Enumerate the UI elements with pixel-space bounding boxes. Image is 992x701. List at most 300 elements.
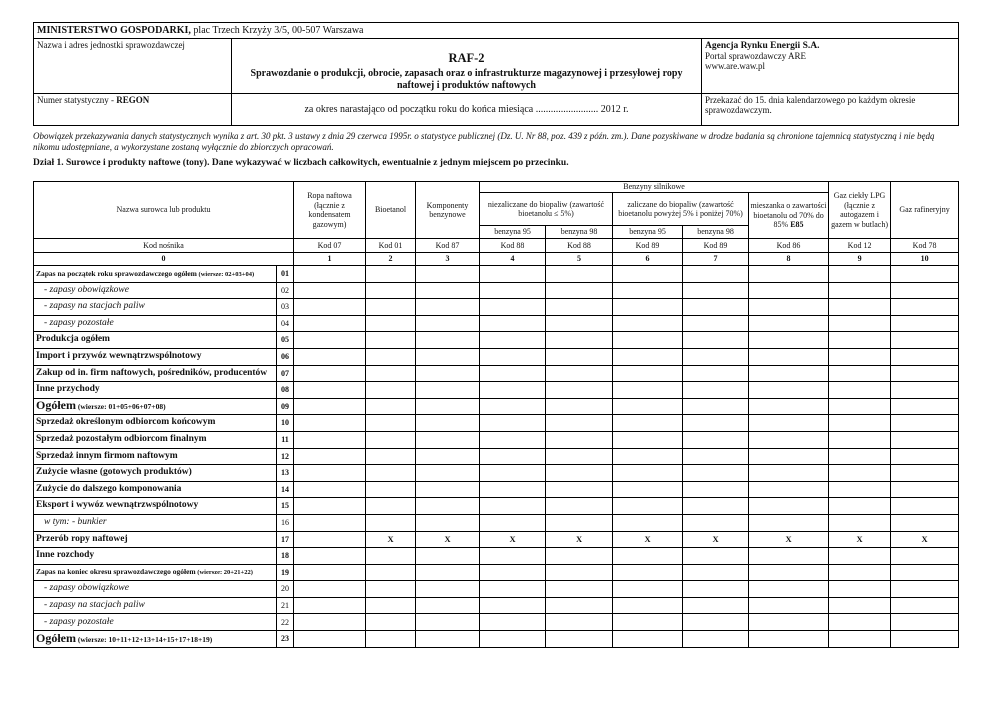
row-label-text: - zapasy na stacjach paliw bbox=[44, 599, 145, 610]
regon-cell[interactable] bbox=[34, 94, 232, 126]
data-input-cell[interactable] bbox=[366, 315, 416, 332]
data-input-cell[interactable] bbox=[294, 514, 366, 531]
data-input-cell[interactable] bbox=[829, 514, 891, 531]
data-input-cell[interactable] bbox=[416, 348, 480, 365]
data-input-cell[interactable] bbox=[546, 332, 613, 349]
data-input-cell[interactable] bbox=[416, 514, 480, 531]
data-input-cell[interactable] bbox=[829, 465, 891, 482]
data-input-cell[interactable] bbox=[480, 415, 546, 432]
row-label-text: Zapas na koniec okresu sprawozdawczego ogółem bbox=[36, 567, 196, 577]
data-input-cell[interactable] bbox=[891, 315, 959, 332]
data-input-cell[interactable] bbox=[546, 382, 613, 399]
header-benzyny: Benzyny silnikowe bbox=[480, 182, 829, 193]
data-input-cell[interactable] bbox=[480, 448, 546, 465]
row-label-text: Inne rozchody bbox=[36, 550, 95, 561]
data-input-cell[interactable] bbox=[546, 315, 613, 332]
data-input-cell[interactable] bbox=[891, 481, 959, 498]
data-input-cell[interactable] bbox=[480, 431, 546, 448]
row-label-text: Zakup od in. firm naftowych, pośredników, producentów bbox=[36, 367, 268, 378]
data-input-cell[interactable] bbox=[546, 498, 613, 515]
row-label-note: (wiersze: 20+21+22) bbox=[195, 569, 253, 577]
data-input-cell[interactable] bbox=[829, 548, 891, 565]
data-input-cell[interactable] bbox=[416, 448, 480, 465]
data-input-cell[interactable] bbox=[546, 266, 613, 283]
data-input-cell[interactable] bbox=[749, 415, 829, 432]
data-input-cell[interactable] bbox=[366, 465, 416, 482]
data-input-cell[interactable] bbox=[829, 415, 891, 432]
regon-bold: REGON bbox=[116, 95, 150, 105]
data-input-cell[interactable] bbox=[366, 398, 416, 415]
data-input-cell[interactable] bbox=[749, 282, 829, 299]
data-input-cell[interactable] bbox=[546, 581, 613, 598]
data-input-cell[interactable] bbox=[683, 415, 749, 432]
row-number: 04 bbox=[277, 315, 294, 332]
table-row bbox=[34, 465, 959, 482]
data-input-cell[interactable] bbox=[749, 348, 829, 365]
row-label-text: - zapasy pozostałe bbox=[44, 317, 114, 328]
column-number: 1 bbox=[294, 253, 366, 266]
data-input-cell[interactable] bbox=[416, 597, 480, 614]
data-input-cell[interactable] bbox=[480, 266, 546, 283]
data-input-cell[interactable] bbox=[416, 548, 480, 565]
data-input-cell[interactable] bbox=[366, 498, 416, 515]
data-input-cell[interactable] bbox=[749, 465, 829, 482]
data-input-cell[interactable] bbox=[829, 299, 891, 316]
not-applicable-mark: X bbox=[683, 531, 749, 548]
data-input-cell[interactable] bbox=[829, 481, 891, 498]
table-row bbox=[34, 481, 959, 498]
row-label bbox=[34, 415, 277, 432]
data-input-cell[interactable] bbox=[829, 564, 891, 581]
data-input-cell[interactable] bbox=[294, 415, 366, 432]
data-input-cell[interactable] bbox=[683, 564, 749, 581]
data-input-cell[interactable] bbox=[749, 266, 829, 283]
data-input-cell[interactable] bbox=[294, 498, 366, 515]
row-number: 12 bbox=[277, 448, 294, 465]
data-input-cell[interactable] bbox=[480, 564, 546, 581]
not-applicable-mark: X bbox=[613, 531, 683, 548]
data-input-cell[interactable] bbox=[366, 431, 416, 448]
data-input-cell[interactable] bbox=[546, 548, 613, 565]
data-input-cell[interactable] bbox=[416, 365, 480, 382]
data-input-cell[interactable] bbox=[891, 299, 959, 316]
data-input-cell[interactable] bbox=[613, 597, 683, 614]
data-input-cell[interactable] bbox=[416, 332, 480, 349]
data-input-cell[interactable] bbox=[294, 382, 366, 399]
data-input-cell[interactable] bbox=[891, 398, 959, 415]
kod: Kod 01 bbox=[366, 239, 416, 253]
table-row bbox=[34, 548, 959, 565]
data-input-cell[interactable] bbox=[480, 282, 546, 299]
data-input-cell[interactable] bbox=[366, 581, 416, 598]
row-label bbox=[34, 448, 277, 465]
data-input-cell[interactable] bbox=[480, 398, 546, 415]
data-input-cell[interactable] bbox=[294, 365, 366, 382]
column-number: 9 bbox=[829, 253, 891, 266]
data-input-cell[interactable] bbox=[480, 597, 546, 614]
row-number: 11 bbox=[277, 431, 294, 448]
column-number: 7 bbox=[683, 253, 749, 266]
data-input-cell[interactable] bbox=[749, 299, 829, 316]
data-input-cell[interactable] bbox=[613, 465, 683, 482]
table-row bbox=[34, 348, 959, 365]
data-input-cell[interactable] bbox=[480, 514, 546, 531]
data-input-cell[interactable] bbox=[683, 332, 749, 349]
data-input-cell[interactable] bbox=[891, 498, 959, 515]
data-input-cell[interactable] bbox=[546, 514, 613, 531]
data-input-cell[interactable] bbox=[416, 415, 480, 432]
data-input-cell[interactable] bbox=[416, 315, 480, 332]
data-input-cell[interactable] bbox=[416, 564, 480, 581]
data-input-cell[interactable] bbox=[749, 365, 829, 382]
data-input-cell[interactable] bbox=[683, 597, 749, 614]
column-number: 2 bbox=[366, 253, 416, 266]
data-input-cell[interactable] bbox=[366, 266, 416, 283]
data-input-cell[interactable] bbox=[294, 431, 366, 448]
row-number: 08 bbox=[277, 382, 294, 399]
data-input-cell[interactable] bbox=[891, 332, 959, 349]
data-input-cell[interactable] bbox=[480, 332, 546, 349]
data-input-cell[interactable] bbox=[294, 548, 366, 565]
data-input-cell[interactable] bbox=[683, 631, 749, 648]
agency-cell bbox=[702, 39, 959, 94]
data-input-cell[interactable] bbox=[366, 564, 416, 581]
row-label bbox=[34, 514, 277, 531]
data-input-cell[interactable] bbox=[416, 282, 480, 299]
data-input-cell[interactable] bbox=[749, 597, 829, 614]
table-row bbox=[34, 398, 959, 415]
data-input-cell[interactable] bbox=[891, 382, 959, 399]
data-input-cell[interactable] bbox=[613, 431, 683, 448]
data-input-cell[interactable] bbox=[416, 398, 480, 415]
data-input-cell[interactable] bbox=[416, 266, 480, 283]
row-label bbox=[34, 614, 277, 631]
data-input-cell[interactable] bbox=[366, 415, 416, 432]
data-input-cell[interactable] bbox=[829, 382, 891, 399]
data-input-cell[interactable] bbox=[613, 514, 683, 531]
data-input-cell[interactable] bbox=[480, 348, 546, 365]
data-input-cell[interactable] bbox=[366, 299, 416, 316]
table-row bbox=[34, 597, 959, 614]
table-row bbox=[34, 564, 959, 581]
data-input-cell[interactable] bbox=[749, 398, 829, 415]
row-label-text: Przerób ropy naftowej bbox=[36, 533, 128, 544]
row-number: 20 bbox=[277, 581, 294, 598]
data-input-cell[interactable] bbox=[829, 282, 891, 299]
data-input-cell[interactable] bbox=[480, 299, 546, 316]
not-applicable-mark: X bbox=[480, 531, 546, 548]
data-input-cell[interactable] bbox=[683, 614, 749, 631]
data-input-cell[interactable] bbox=[829, 315, 891, 332]
reporting-period: za okres narastająco od początku roku do końca miesiąca ......................... 2012 r. bbox=[232, 94, 702, 126]
not-applicable-mark: X bbox=[829, 531, 891, 548]
data-input-cell[interactable] bbox=[546, 631, 613, 648]
data-input-cell[interactable] bbox=[294, 531, 366, 548]
data-input-cell[interactable] bbox=[613, 266, 683, 283]
data-input-cell[interactable] bbox=[480, 382, 546, 399]
data-input-cell[interactable] bbox=[416, 498, 480, 515]
data-input-cell[interactable] bbox=[749, 382, 829, 399]
column-number: 5 bbox=[546, 253, 613, 266]
data-input-cell[interactable] bbox=[480, 581, 546, 598]
data-input-cell[interactable] bbox=[294, 465, 366, 482]
row-label-text: Zużycie własne (gotowych produktów) bbox=[36, 467, 192, 478]
table-row bbox=[34, 365, 959, 382]
data-input-cell[interactable] bbox=[294, 481, 366, 498]
data-input-cell[interactable] bbox=[749, 631, 829, 648]
data-input-cell[interactable] bbox=[294, 266, 366, 283]
data-input-cell[interactable] bbox=[366, 332, 416, 349]
data-input-cell[interactable] bbox=[829, 365, 891, 382]
data-input-cell[interactable] bbox=[546, 398, 613, 415]
header-ropa: Ropa naftowa (łącznie z kondensatem gazowym) bbox=[294, 182, 366, 239]
data-input-cell[interactable] bbox=[749, 481, 829, 498]
data-input-cell[interactable] bbox=[683, 282, 749, 299]
data-input-cell[interactable] bbox=[613, 365, 683, 382]
data-input-cell[interactable] bbox=[891, 365, 959, 382]
data-input-cell[interactable] bbox=[613, 498, 683, 515]
data-input-cell[interactable] bbox=[829, 448, 891, 465]
data-input-cell[interactable] bbox=[613, 581, 683, 598]
data-input-cell[interactable] bbox=[613, 282, 683, 299]
data-input-cell[interactable] bbox=[613, 398, 683, 415]
data-input-cell[interactable] bbox=[683, 431, 749, 448]
agency-name: Agencja Rynku Energii S.A. bbox=[705, 41, 820, 51]
data-input-cell[interactable] bbox=[891, 448, 959, 465]
kod: Kod 78 bbox=[891, 239, 959, 253]
data-input-cell[interactable] bbox=[829, 332, 891, 349]
kod: Kod 12 bbox=[829, 239, 891, 253]
data-input-cell[interactable] bbox=[480, 548, 546, 565]
data-input-cell[interactable] bbox=[683, 581, 749, 598]
data-input-cell[interactable] bbox=[480, 365, 546, 382]
table-row bbox=[34, 266, 959, 283]
row-label-text: Zapas na początek roku sprawozdawczego ogółem bbox=[36, 268, 197, 278]
data-input-cell[interactable] bbox=[829, 348, 891, 365]
column-number: 6 bbox=[613, 253, 683, 266]
data-input-cell[interactable] bbox=[683, 382, 749, 399]
data-input-cell[interactable] bbox=[749, 332, 829, 349]
row-label bbox=[34, 548, 277, 565]
data-input-cell[interactable] bbox=[366, 348, 416, 365]
table-row bbox=[34, 431, 959, 448]
data-input-cell[interactable] bbox=[294, 448, 366, 465]
row-label bbox=[34, 465, 277, 482]
data-input-cell[interactable] bbox=[546, 481, 613, 498]
data-input-cell[interactable] bbox=[546, 299, 613, 316]
data-input-cell[interactable] bbox=[480, 315, 546, 332]
table-row bbox=[34, 415, 959, 432]
data-input-cell[interactable] bbox=[480, 465, 546, 482]
data-input-cell[interactable] bbox=[829, 597, 891, 614]
not-applicable-mark: X bbox=[749, 531, 829, 548]
data-input-cell[interactable] bbox=[546, 564, 613, 581]
data-input-cell[interactable] bbox=[366, 548, 416, 565]
header-niezaliczane: niezaliczane do biopaliw (zawartość bioetanolu ≤ 5%) bbox=[480, 193, 613, 226]
data-input-cell[interactable] bbox=[294, 631, 366, 648]
data-input-cell[interactable] bbox=[829, 398, 891, 415]
row-number: 14 bbox=[277, 481, 294, 498]
data-input-cell[interactable] bbox=[749, 431, 829, 448]
data-input-cell[interactable] bbox=[613, 614, 683, 631]
data-input-cell[interactable] bbox=[366, 382, 416, 399]
data-input-cell[interactable] bbox=[891, 348, 959, 365]
data-input-cell[interactable] bbox=[294, 597, 366, 614]
data-input-cell[interactable] bbox=[294, 581, 366, 598]
data-input-cell[interactable] bbox=[749, 548, 829, 565]
data-input-cell[interactable] bbox=[366, 481, 416, 498]
data-input-cell[interactable] bbox=[683, 548, 749, 565]
row-label-text: Zużycie do dalszego komponowania bbox=[36, 483, 182, 494]
row-number: 02 bbox=[277, 282, 294, 299]
data-input-cell[interactable] bbox=[613, 631, 683, 648]
data-input-cell[interactable] bbox=[891, 514, 959, 531]
data-input-cell[interactable] bbox=[613, 315, 683, 332]
data-input-cell[interactable] bbox=[416, 431, 480, 448]
data-input-cell[interactable] bbox=[683, 514, 749, 531]
data-input-cell[interactable] bbox=[829, 614, 891, 631]
data-input-cell[interactable] bbox=[829, 431, 891, 448]
data-input-cell[interactable] bbox=[416, 299, 480, 316]
data-input-cell[interactable] bbox=[683, 299, 749, 316]
data-input-cell[interactable] bbox=[891, 631, 959, 648]
data-input-cell[interactable] bbox=[294, 564, 366, 581]
data-input-cell[interactable] bbox=[683, 348, 749, 365]
data-input-cell[interactable] bbox=[891, 282, 959, 299]
header-komponenty: Komponenty benzynowe bbox=[416, 182, 480, 239]
data-input-cell[interactable] bbox=[683, 365, 749, 382]
data-input-cell[interactable] bbox=[546, 465, 613, 482]
row-number: 05 bbox=[277, 332, 294, 349]
data-input-cell[interactable] bbox=[683, 498, 749, 515]
data-input-cell[interactable] bbox=[416, 481, 480, 498]
data-input-cell[interactable] bbox=[366, 614, 416, 631]
data-input-cell[interactable] bbox=[683, 266, 749, 283]
row-label bbox=[34, 315, 277, 332]
agency-url[interactable]: www.are.waw.pl bbox=[705, 61, 766, 71]
row-number: 07 bbox=[277, 365, 294, 382]
header-lpg: Gaz ciekły LPG (łącznie z autogazem i gazem w butlach) bbox=[829, 182, 891, 239]
data-input-cell[interactable] bbox=[749, 448, 829, 465]
data-input-cell[interactable] bbox=[546, 282, 613, 299]
data-input-cell[interactable] bbox=[891, 415, 959, 432]
data-input-cell[interactable] bbox=[613, 382, 683, 399]
data-input-cell[interactable] bbox=[613, 481, 683, 498]
row-label bbox=[34, 597, 277, 614]
data-input-cell[interactable] bbox=[294, 315, 366, 332]
subheader-benzyna-95: benzyna 95 bbox=[480, 226, 546, 239]
data-input-cell[interactable] bbox=[480, 614, 546, 631]
row-label bbox=[34, 365, 277, 382]
data-input-cell[interactable] bbox=[546, 348, 613, 365]
row-label-text: Import i przywóz wewnątrzwspólnotowy bbox=[36, 351, 202, 362]
data-input-cell[interactable] bbox=[891, 431, 959, 448]
data-input-cell[interactable] bbox=[546, 597, 613, 614]
data-input-cell[interactable] bbox=[683, 315, 749, 332]
data-input-cell[interactable] bbox=[366, 448, 416, 465]
data-input-cell[interactable] bbox=[366, 282, 416, 299]
data-input-cell[interactable] bbox=[294, 398, 366, 415]
data-input-cell[interactable] bbox=[749, 564, 829, 581]
data-input-cell[interactable] bbox=[480, 631, 546, 648]
data-input-cell[interactable] bbox=[613, 299, 683, 316]
kod: Kod 88 bbox=[480, 239, 546, 253]
data-input-cell[interactable] bbox=[891, 564, 959, 581]
data-input-cell[interactable] bbox=[829, 266, 891, 283]
data-input-cell[interactable] bbox=[891, 465, 959, 482]
table-row bbox=[34, 581, 959, 598]
data-input-cell[interactable] bbox=[891, 581, 959, 598]
data-input-cell[interactable] bbox=[613, 448, 683, 465]
column-number: 3 bbox=[416, 253, 480, 266]
header-mieszanka bbox=[749, 193, 829, 239]
data-input-cell[interactable] bbox=[829, 581, 891, 598]
data-input-cell[interactable] bbox=[366, 597, 416, 614]
data-input-cell[interactable] bbox=[480, 481, 546, 498]
data-input-cell[interactable] bbox=[613, 332, 683, 349]
row-label-note: (wiersze: 01+05+06+07+08) bbox=[76, 402, 166, 412]
data-input-cell[interactable] bbox=[546, 614, 613, 631]
row-number: 18 bbox=[277, 548, 294, 565]
data-input-cell[interactable] bbox=[749, 498, 829, 515]
data-input-cell[interactable] bbox=[683, 481, 749, 498]
data-input-cell[interactable] bbox=[294, 282, 366, 299]
data-input-cell[interactable] bbox=[683, 398, 749, 415]
row-number: 06 bbox=[277, 348, 294, 365]
data-input-cell[interactable] bbox=[366, 631, 416, 648]
data-input-cell[interactable] bbox=[416, 614, 480, 631]
data-input-cell[interactable] bbox=[416, 631, 480, 648]
data-input-cell[interactable] bbox=[546, 448, 613, 465]
data-input-cell[interactable] bbox=[546, 415, 613, 432]
regon-label: Numer statystyczny - bbox=[37, 95, 117, 105]
data-input-cell[interactable] bbox=[891, 597, 959, 614]
data-input-cell[interactable] bbox=[891, 548, 959, 565]
data-input-cell[interactable] bbox=[829, 631, 891, 648]
data-input-cell[interactable] bbox=[613, 564, 683, 581]
data-input-cell[interactable] bbox=[416, 382, 480, 399]
data-input-cell[interactable] bbox=[416, 581, 480, 598]
data-input-cell[interactable] bbox=[294, 299, 366, 316]
data-input-cell[interactable] bbox=[366, 365, 416, 382]
data-input-cell[interactable] bbox=[749, 581, 829, 598]
data-input-cell[interactable] bbox=[294, 332, 366, 349]
data-input-cell[interactable] bbox=[294, 614, 366, 631]
form-code: RAF-2 bbox=[448, 51, 485, 65]
data-input-cell[interactable] bbox=[613, 348, 683, 365]
data-input-cell[interactable] bbox=[683, 448, 749, 465]
data-input-cell[interactable] bbox=[749, 614, 829, 631]
data-input-cell[interactable] bbox=[416, 465, 480, 482]
data-input-cell[interactable] bbox=[366, 514, 416, 531]
data-input-cell[interactable] bbox=[546, 431, 613, 448]
data-input-cell[interactable] bbox=[891, 266, 959, 283]
column-number: 10 bbox=[891, 253, 959, 266]
unit-label: Nazwa i adres jednostki sprawozdawczej bbox=[34, 39, 232, 94]
form-title: Sprawozdanie o produkcji, obrocie, zapasach oraz o infrastrukturze magazynowej i przesyłowej ropy naftowej i produktów naftowych bbox=[250, 68, 683, 91]
data-input-cell[interactable] bbox=[613, 415, 683, 432]
data-input-cell[interactable] bbox=[749, 315, 829, 332]
data-input-cell[interactable] bbox=[480, 498, 546, 515]
data-input-cell[interactable] bbox=[749, 514, 829, 531]
row-label bbox=[34, 332, 277, 349]
data-input-cell[interactable] bbox=[683, 465, 749, 482]
data-input-cell[interactable] bbox=[891, 614, 959, 631]
data-input-cell[interactable] bbox=[829, 498, 891, 515]
data-input-cell[interactable] bbox=[546, 365, 613, 382]
data-input-cell[interactable] bbox=[294, 348, 366, 365]
data-input-cell[interactable] bbox=[613, 548, 683, 565]
